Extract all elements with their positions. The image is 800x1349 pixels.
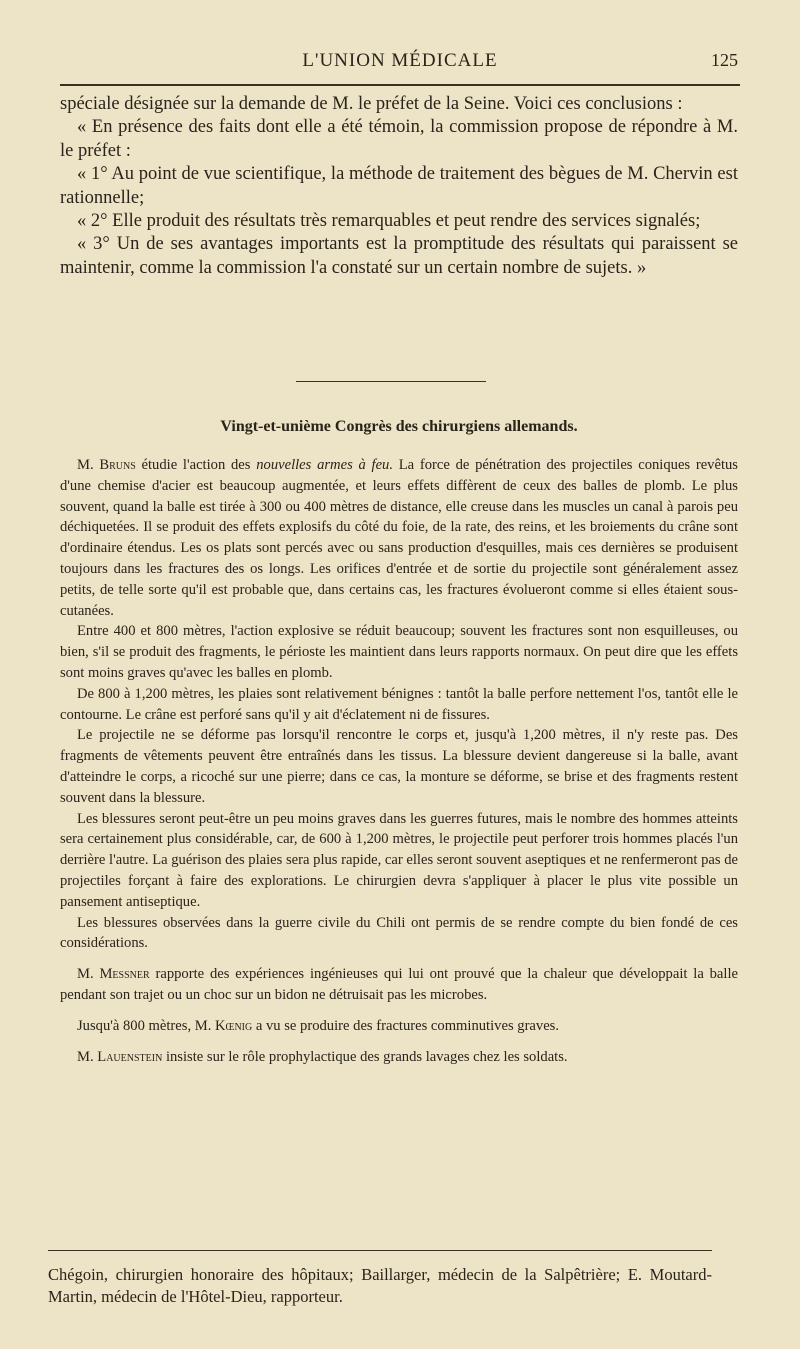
footer-rule [48,1250,712,1251]
page-number: 125 [711,50,738,70]
paragraph-projectile: Le projectile ne se déforme pas lorsqu'il rencontre le corps et, jusqu'à 1,200 mètres, il n'y reste pas. Des fragments de vêtements peuvent être entraînés dans les tissus. La blessure devient dangereuse si la balle, avant d'atteindre le corps, a ricoché sur une pierre; dans ce cas, la monture se déforme, se brise et des fragments restent souvent dans la blessure. [60,727,738,806]
author-name: M. Kœnig [194,1017,253,1034]
text-run: rapporte des expériences ingénieuses qui lui ont prouvé que la chaleur que développait la balle pendant son trajet ou un choc sur un bidon ne détruisait pas les microbes. [60,966,739,1003]
text-run: a vu se produire des fractures comminutives graves. [252,1017,560,1034]
footer-text: Chégoin, chirurgien honoraire des hôpitaux; Baillarger, médecin de la Salpêtrière; E. Moutard-Martin, médecin de l'Hôtel-Dieu, rapporteur. [48,1265,712,1306]
text-run: La force de pénétration des projectiles coniques revêtus d'une chemise d'acier est beaucoup augmentée, et leurs effets diffèrent de ceux des balles de plomb. Le plus souvent, quand la balle est tirée à 300 ou 400 mètres de distance, elle creuse dans les muscles un canal à parois peu déchiquetées. Il se produit des effets explosifs du côté du foie, de la rate, des reins, et les broiements du crâne sont d'ordinaire étendus. Les os plats sont percés avec ou sans production d'esquilles, mais ces dernières se produisent toujours dans les fractures des os longs. Les orifices d'entrée et de sortie du projectile sont généralement assez petits, de telle sorte qu'il est probable que, dans certains cas, les fractures évolueront comme si elles étaient sous-cutanées. [60,457,738,619]
text-run: Jusqu'à 800 mètres, [77,1017,195,1034]
conclusion-1: « 1° Au point de vue scientifique, la méthode de traitement des bègues de M. Chervin est rationnelle; [60,164,738,208]
text-run: étudie l'action des [135,457,257,473]
section-heading: Vingt-et-unième Congrès des chirurgiens allemands. [220,418,578,435]
author-name: M. Lauenstein [77,1048,163,1065]
conclusions-section [60,93,738,280]
conclusion-3: « 3° Un de ses avantages importants est la promptitude des résultats qui paraissent se maintenir, comme la commission l'a constaté sur un certain nombre de sujets. » [60,234,738,278]
author-name: M. Bruns [77,457,136,473]
page-header [62,44,738,80]
paragraph-lauenstein [60,1047,738,1068]
conclusions-quote-intro: « En présence des faits dont elle a été témoin, la commission propose de répondre à M. le préfet : [60,117,738,161]
section-divider [296,381,486,382]
header-rule [60,84,740,86]
paragraph-bruns [60,455,738,621]
conclusions-intro: spéciale désignée sur la demande de M. le préfet de la Seine. Voici ces conclusions : [60,94,683,114]
paragraph-koenig [60,1016,738,1037]
paragraph-future-wars: Les blessures seront peut-être un peu moins graves dans les guerres futures, mais le nombre des hommes atteints sera certainement plus considérable, car, de 600 à 1,200 mètres, le projectile peut perforer trois hommes placés l'un derrière l'autre. La guérison des plaies sera plus rapide, car elles seront souvent aseptiques et ne renfermeront pas de projectiles forçant à faire des explorations. Le chirurgien devra s'appliquer à placer le plus vite possible un pansement antiseptique. [60,810,738,910]
paragraph-chili: Les blessures observées dans la guerre civile du Chili ont permis de se rendre compte du bien fondé de ces considérations. [60,914,738,952]
paragraph-messner [60,964,738,1006]
paragraph-distance-800-1200: De 800 à 1,200 mètres, les plaies sont relativement bénignes : tantôt la balle perfore nettement l'os, tantôt elle le contourne. Le crâne est perforé sans qu'il y ait d'éclatement ni de fissures. [60,685,738,723]
text-run: insiste sur le rôle prophylactique des grands lavages chez les soldats. [162,1048,568,1065]
article-body [60,455,738,1067]
running-title: L'UNION MÉDICALE [302,50,498,71]
conclusion-2: « 2° Elle produit des résultats très remarquables et peut rendre des services signalés; [77,211,701,232]
emphasis: nouvelles armes à feu. [256,457,394,473]
paragraph-distance-400-800: Entre 400 et 800 mètres, l'action explosive se réduit beaucoup; souvent les fractures sont non esquilleuses, ou bien, s'il se produit des fragments, le périoste les maintient dans leurs rapports normaux. On peut dire que les effets sont moins graves qu'avec les balles en plomb. [60,623,738,681]
author-name: M. Messner [77,966,150,983]
